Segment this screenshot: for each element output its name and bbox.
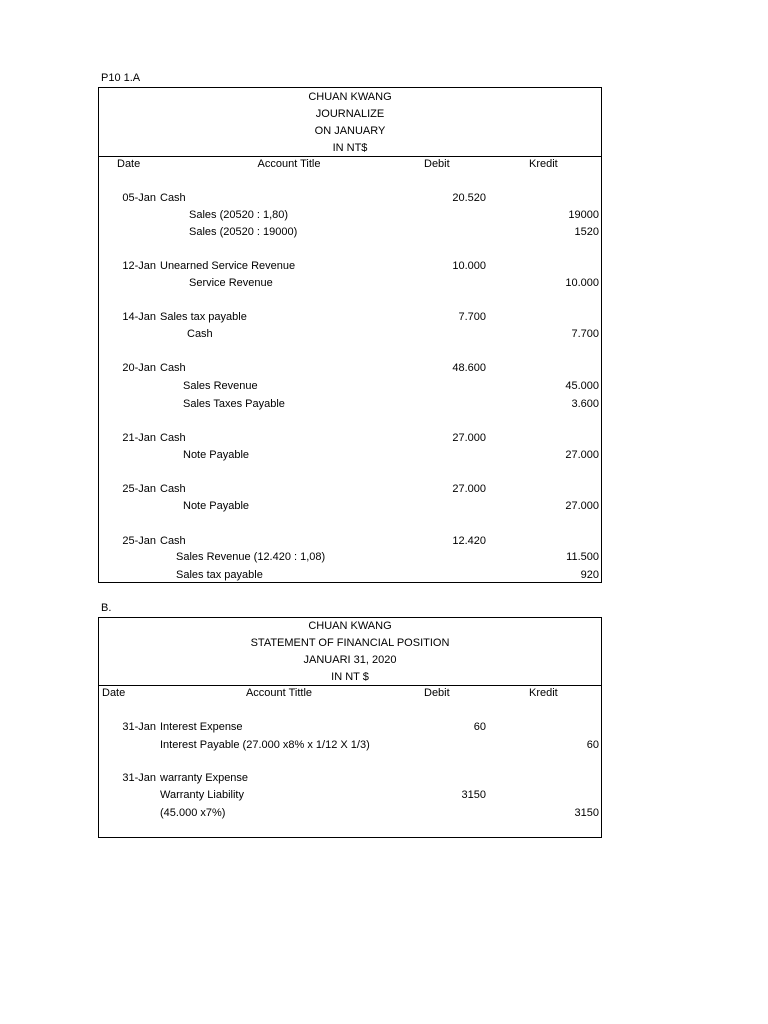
- kredit-amount: 27.000: [565, 449, 599, 461]
- account-credit-name: Sales (20520 : 19000): [189, 226, 298, 238]
- account-debit-name: Cash: [160, 192, 186, 204]
- journal-title-period: ON JANUARY: [314, 125, 386, 137]
- kredit-amount: 10.000: [565, 277, 599, 289]
- statement-title-currency: IN NT $: [331, 671, 369, 683]
- debit-amount: 48.600: [452, 362, 486, 374]
- statement-title-type: STATEMENT OF FINANCIAL POSITION: [250, 637, 450, 649]
- account-debit-name: Sales tax payable: [160, 311, 247, 323]
- account-credit-name: Cash: [187, 328, 213, 340]
- account-credit-name: Note Payable: [183, 500, 250, 512]
- part-a-label: P10 1.A: [101, 72, 141, 84]
- account-credit-name: Sales Revenue (12.420 : 1,08): [176, 551, 326, 563]
- journal-table: [98, 87, 602, 583]
- statement-col-kredit: Kredit: [529, 687, 558, 699]
- debit-amount: 60: [473, 721, 486, 733]
- statement-col-account: Account Tittle: [245, 687, 313, 699]
- kredit-amount: 27.000: [565, 500, 599, 512]
- account-debit-name: Cash: [160, 483, 186, 495]
- account-credit-name: Interest Payable (27.000 x8% x 1/12 X 1/3): [160, 739, 370, 751]
- kredit-amount: 3150: [574, 807, 599, 819]
- journal-col-kredit: Kredit: [529, 158, 558, 170]
- journal-col-date: Date: [117, 158, 141, 170]
- debit-amount: 3150: [461, 789, 486, 801]
- entry-date: 14-Jan: [122, 311, 156, 323]
- journal-header-divider: [99, 156, 601, 157]
- account-debit-name: Unearned Service Revenue: [160, 260, 296, 272]
- entry-date: 21-Jan: [122, 432, 156, 444]
- entry-date: 05-Jan: [122, 192, 156, 204]
- debit-amount: 27.000: [452, 432, 486, 444]
- journal-col-debit: Debit: [424, 158, 450, 170]
- account-debit-name: Cash: [160, 362, 186, 374]
- account-debit-name: Cash: [160, 432, 186, 444]
- kredit-amount: 60: [586, 739, 599, 751]
- kredit-amount: 3.600: [571, 398, 599, 410]
- entry-date: 12-Jan: [122, 260, 156, 272]
- kredit-amount: 920: [580, 569, 599, 581]
- entry-date: 20-Jan: [122, 362, 156, 374]
- entry-date: 25-Jan: [122, 483, 156, 495]
- journal-col-account: Account Title: [257, 158, 321, 170]
- statement-col-date: Date: [102, 687, 126, 699]
- kredit-amount: 7.700: [571, 328, 599, 340]
- kredit-amount: 1520: [574, 226, 599, 238]
- debit-amount: 10.000: [452, 260, 486, 272]
- account-credit-name: Sales tax payable: [176, 569, 263, 581]
- part-b-label: B.: [101, 602, 112, 614]
- debit-amount: 27.000: [452, 483, 486, 495]
- journal-title-company: CHUAN KWANG: [308, 91, 392, 103]
- debit-amount: 12.420: [452, 535, 486, 547]
- kredit-amount: 19000: [568, 209, 599, 221]
- account-debit-name: warranty Expense: [160, 772, 249, 784]
- statement-table: [98, 617, 602, 838]
- statement-col-debit: Debit: [424, 687, 450, 699]
- account-credit-name: Sales (20520 : 1,80): [189, 209, 289, 221]
- account-note: (45.000 x7%): [160, 807, 226, 819]
- account-credit-name: Sales Taxes Payable: [183, 398, 285, 410]
- statement-title-date: JANUARI 31, 2020: [303, 654, 397, 666]
- entry-date: 31-Jan: [122, 772, 156, 784]
- statement-title-company: CHUAN KWANG: [308, 620, 392, 632]
- statement-header-divider: [99, 685, 601, 686]
- kredit-amount: 45.000: [565, 380, 599, 392]
- account-credit-name: Sales Revenue: [183, 380, 258, 392]
- account-credit-name: Service Revenue: [189, 277, 273, 289]
- entry-date: 25-Jan: [122, 535, 156, 547]
- account-debit-name: Interest Expense: [160, 721, 243, 733]
- kredit-amount: 11.500: [566, 551, 599, 563]
- journal-title-type: JOURNALIZE: [315, 108, 385, 120]
- account-name: Warranty Liability: [160, 789, 244, 801]
- account-debit-name: Cash: [160, 535, 186, 547]
- journal-title-currency: IN NT$: [332, 142, 368, 154]
- debit-amount: 7.700: [458, 311, 486, 323]
- account-credit-name: Note Payable: [183, 449, 250, 461]
- entry-date: 31-Jan: [122, 721, 156, 733]
- debit-amount: 20.520: [452, 192, 486, 204]
